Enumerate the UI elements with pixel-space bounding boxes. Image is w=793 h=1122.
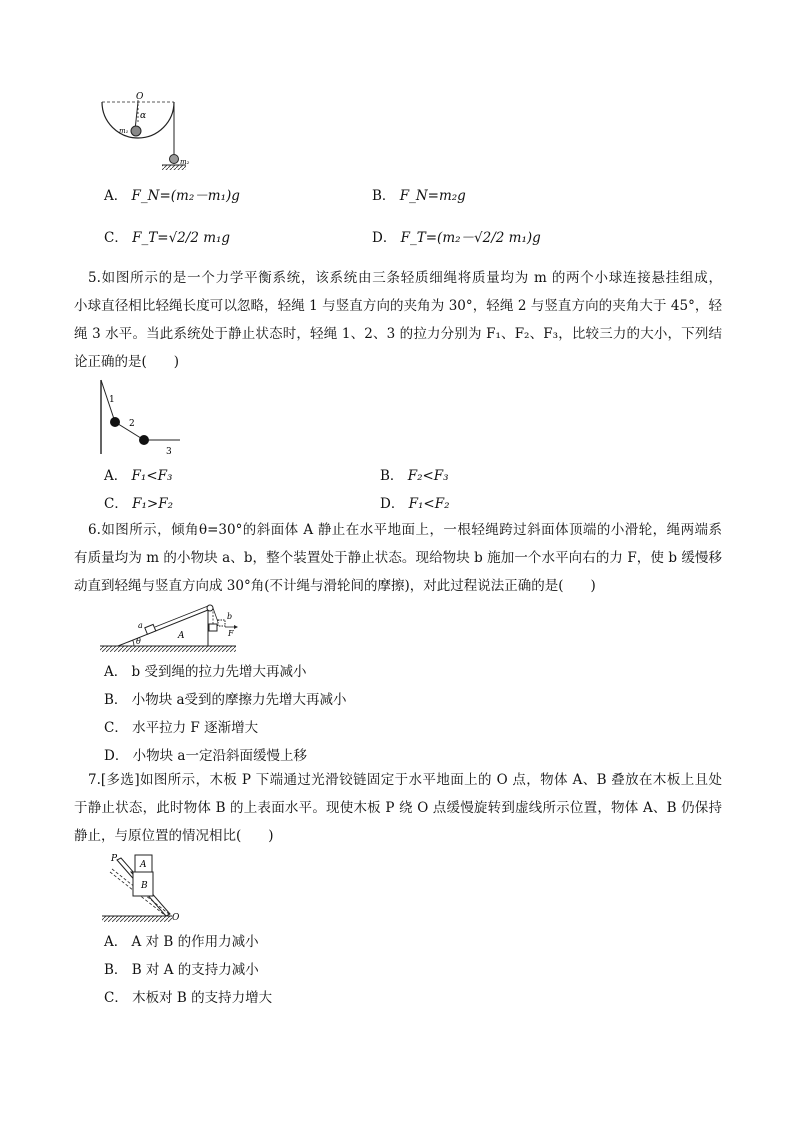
q5-option-b bbox=[380, 466, 449, 486]
q5-line-3: 绳 3 水平。当此系统处于静止状态时，轻绳 1、2、3 的拉力分别为 F₁、F₂、F₃，比较三力的大小，下列结 bbox=[74, 326, 722, 342]
q7-option-b-text: B 对 A 的支持力减小 bbox=[131, 962, 259, 978]
q5-option-a-letter: A． bbox=[104, 468, 128, 484]
q4-option-c-letter: C． bbox=[104, 230, 128, 246]
q4-option-b bbox=[372, 186, 466, 206]
q5-ball-2 bbox=[139, 435, 149, 445]
q4-mass-m2 bbox=[170, 155, 179, 164]
q4-option-d-text: F_T=(m₂－√2/2 m₁)g bbox=[400, 230, 541, 246]
q5-label-rope-2: 2 bbox=[129, 419, 135, 429]
q6-label-b: b bbox=[227, 612, 233, 621]
q6-option-d-text: 小物块 a一定沿斜面缓慢上移 bbox=[132, 748, 307, 764]
q4-label-O: O bbox=[136, 92, 144, 102]
q4-bowl-figure bbox=[96, 92, 196, 176]
q5-line-1: 5.如图所示的是一个力学平衡系统，该系统由三条轻质细绳将质量均为 m 的两个小球连接悬挂组成， bbox=[88, 270, 722, 286]
q5-ball-1 bbox=[110, 417, 120, 427]
q5-option-d bbox=[380, 494, 450, 514]
q7-option-c-text: 木板对 B 的支持力增大 bbox=[132, 990, 273, 1006]
q4-label-m2: m₂ bbox=[180, 158, 190, 166]
q5-label-rope-1: 1 bbox=[109, 395, 115, 405]
q5-option-a bbox=[104, 466, 172, 486]
q5-option-d-text: F₁<F₂ bbox=[408, 496, 450, 512]
q4-label-alpha: α bbox=[140, 111, 147, 121]
q4-option-c bbox=[104, 228, 230, 248]
q6-option-d-letter: D． bbox=[104, 748, 129, 764]
q7-option-a-letter: A． bbox=[104, 934, 128, 950]
q6-label-a: a bbox=[138, 621, 143, 630]
q7-line-2: 于静止状态，此时物体 B 的上表面水平。现使木板 P 绕 O 点缓慢旋转到虚线所示位置，物体 A、B 仍保持 bbox=[74, 800, 722, 816]
q7-line-1: 7.[多选]如图所示，木板 P 下端通过光滑铰链固定于水平地面上的 O 点，物体 A、B 叠放在木板上且处 bbox=[88, 772, 722, 788]
q5-option-c-letter: C． bbox=[104, 496, 128, 512]
q4-label-m1: m₁ bbox=[119, 127, 129, 135]
q4-option-d bbox=[372, 228, 541, 248]
q4-option-c-text: F_T=√2/2 m₁g bbox=[132, 230, 231, 246]
q6-option-b bbox=[104, 690, 347, 710]
q4-option-d-letter: D． bbox=[372, 230, 397, 246]
q7-option-c-letter: C． bbox=[104, 990, 128, 1006]
q5-line-4: 论正确的是( ) bbox=[74, 354, 180, 370]
q7-line-3: 静止，与原位置的情况相比( ) bbox=[74, 828, 274, 844]
q6-line-1: 6.如图所示，倾角θ=30°的斜面体 A 静止在水平地面上，一根轻绳跨过斜面体顶端的小滑轮，绳两端系 bbox=[88, 522, 722, 538]
q7-board-figure bbox=[100, 850, 188, 926]
q6-option-c-text: 水平拉力 F 逐渐增大 bbox=[132, 720, 259, 736]
q4-ball-m1 bbox=[131, 126, 141, 136]
q5-option-b-letter: B． bbox=[380, 468, 404, 484]
q7-option-c bbox=[104, 988, 272, 1008]
q6-label-F: F bbox=[228, 629, 234, 638]
q6-label-theta: θ bbox=[136, 637, 141, 646]
q6-line-3: 动直到轻绳与竖直方向成 30°角(不计绳与滑轮间的摩擦)，对此过程说法正确的是( ) bbox=[74, 578, 596, 594]
q6-option-c bbox=[104, 718, 258, 738]
q6-option-a-letter: A． bbox=[104, 664, 128, 680]
q5-label-rope-3: 3 bbox=[166, 447, 172, 457]
q6-label-A: A bbox=[178, 631, 185, 641]
q7-stem bbox=[74, 766, 722, 850]
q7-option-a bbox=[104, 932, 259, 952]
q7-option-b-letter: B． bbox=[104, 962, 128, 978]
q4-option-a-text: F_N=(m₂－m₁)g bbox=[131, 188, 240, 204]
q7-label-P: P bbox=[111, 854, 118, 864]
q6-wedge-A bbox=[118, 610, 208, 646]
q4-option-b-text: F_N=m₂g bbox=[399, 188, 466, 204]
q5-balls-figure bbox=[94, 378, 190, 458]
q6-incline-figure bbox=[98, 600, 242, 656]
q5-option-a-text: F₁<F₃ bbox=[131, 468, 173, 484]
q5-stem bbox=[74, 264, 722, 376]
q5-option-c bbox=[104, 494, 173, 514]
q6-line-2: 有质量均为 m 的小物块 a、b，整个装置处于静止状态。现给物块 b 施加一个水平向右的力 F，使 b 缓慢移 bbox=[74, 550, 722, 566]
q5-line-2: 小球直径相比轻绳长度可以忽略，轻绳 1 与竖直方向的夹角为 30°，轻绳 2 与竖直方向的夹角大于 45°，轻 bbox=[74, 298, 722, 314]
q7-label-O: O bbox=[172, 913, 180, 923]
q4-option-b-letter: B． bbox=[372, 188, 396, 204]
q4-option-a-letter: A． bbox=[104, 188, 128, 204]
q7-label-A: A bbox=[140, 860, 147, 870]
q6-option-b-text: 小物块 a受到的摩擦力先增大再减小 bbox=[131, 692, 347, 708]
q6-block-b bbox=[218, 620, 225, 626]
q5-option-b-text: F₂<F₃ bbox=[407, 468, 449, 484]
q5-option-c-text: F₁>F₂ bbox=[132, 496, 174, 512]
q6-option-b-letter: B． bbox=[104, 692, 128, 708]
q4-option-a bbox=[104, 186, 240, 206]
q7-option-a-text: A 对 B 的作用力减小 bbox=[131, 934, 259, 950]
q5-option-d-letter: D． bbox=[380, 496, 405, 512]
q7-option-b bbox=[104, 960, 259, 980]
q6-option-c-letter: C． bbox=[104, 720, 128, 736]
q6-block-b-original bbox=[209, 624, 217, 631]
q6-option-d bbox=[104, 746, 307, 766]
q6-stem bbox=[74, 516, 722, 600]
q7-label-B: B bbox=[141, 881, 148, 891]
q6-option-a-text: b 受到绳的拉力先增大再减小 bbox=[131, 664, 307, 680]
q6-option-a bbox=[104, 662, 306, 682]
